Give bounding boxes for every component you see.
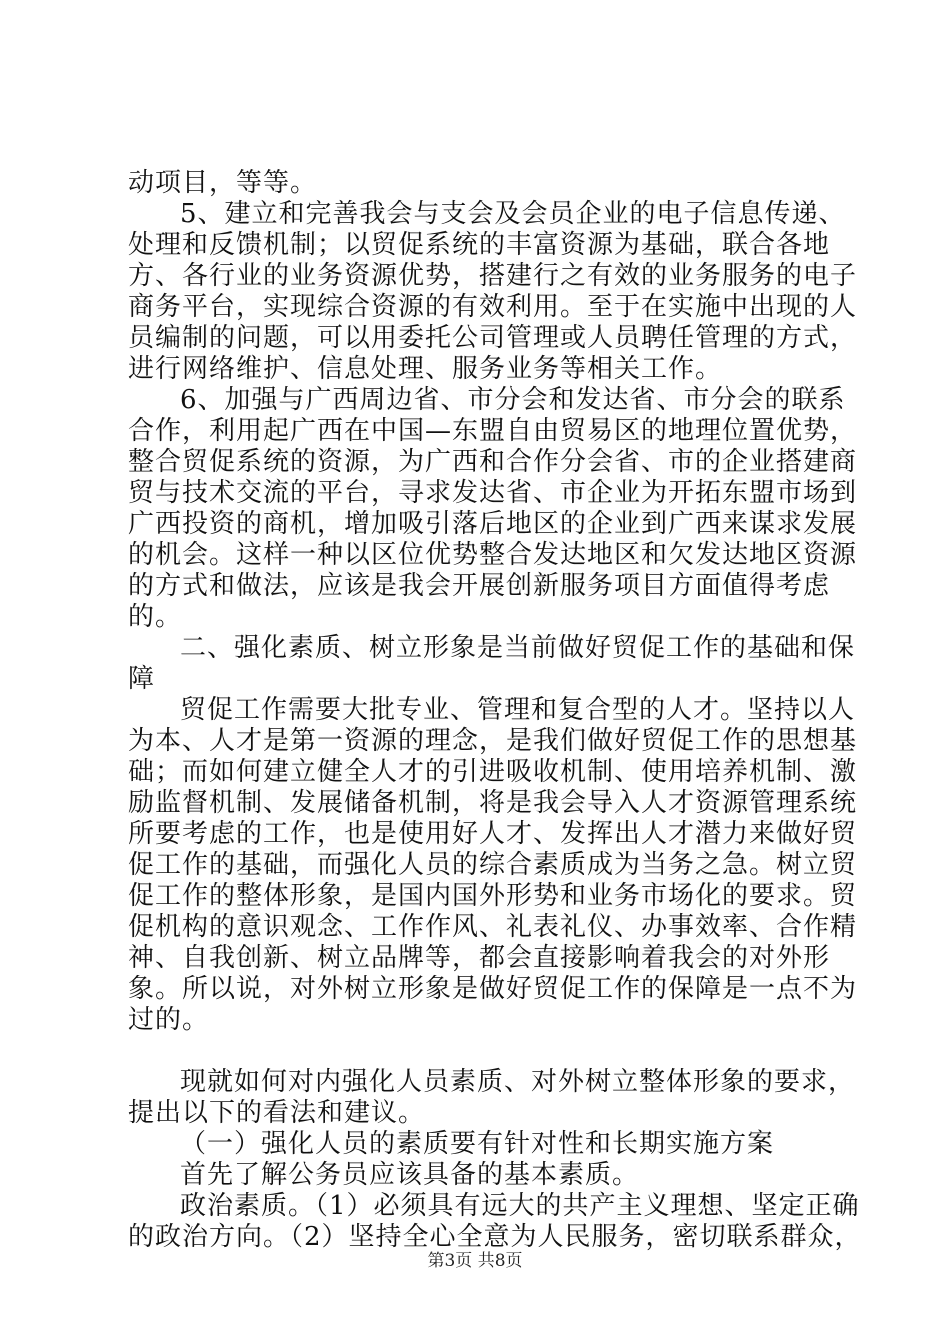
page-number-footer: 第3页 共8页 — [427, 1251, 523, 1271]
paragraph-item-6: 6、加强与广西周边省、市分会和发达省、市分会的联系合作，利用起广西在中国—东盟自由贸易区的地理位置优势，整合贸促系统的资源，为广西和合作分会省、市的企业搭建商贸与技术交流的平台，寻求发达省、市企业为开拓东盟市场到广西投资的商机，增加吸引落后地区的企业到广西来谋求发展的机会。这样一种以区位优势整合发达地区和欠发达地区资源的方式和做法，应该是我会开展创新服务项目方面值得考虑的。 — [128, 385, 858, 632]
document-body — [128, 168, 868, 1253]
subsection-heading-1: （一）强化人员的素质要有针对性和长期实施方案 — [180, 1129, 775, 1159]
paragraph-item-5: 5、建立和完善我会与支会及会员企业的电子信息传递、处理和反馈机制；以贸促系统的丰富资源为基础，联合各地方、各行业的业务资源优势，搭建行之有效的业务服务的电子商务平台，实现综合资源的有效利用。至于在实施中出现的人员编制的问题，可以用委托公司管理或人员聘任管理的方式，进行网络维护、信息处理、服务业务等相关工作。 — [128, 199, 858, 384]
paragraph-suggestions-intro: 现就如何对内强化人员素质、对外树立整体形象的要求，提出以下的看法和建议。 — [128, 1067, 856, 1128]
paragraph-talent: 贸促工作需要大批专业、管理和复合型的人才。坚持以人为本、人才是第一资源的理念，是我们做好贸促工作的思想基础；而如何建立健全人才的引进吸收机制、使用培养机制、激励监督机制、发展储备机制，将是我会导入人才资源管理系统所要考虑的工作，也是使用好人才、发挥出人才潜力来做好贸促工作的基础，而强化人员的综合素质成为当务之急。树立贸促工作的整体形象，是国内国外形势和业务市场化的要求。贸促机构的意识观念、工作作风、礼表礼仪、办事效率、合作精神、自我创新、树立品牌等，都会直接影响着我会的对外形象。所以说，对外树立形象是做好贸促工作的保障是一点不为过的。 — [128, 695, 858, 1035]
paragraph-spacer — [128, 1036, 868, 1067]
section-heading-2: 二、强化素质、树立形象是当前做好贸促工作的基础和保障 — [128, 633, 856, 694]
paragraph-political-quality: 政治素质。（1）必须具有远大的共产主义理想、坚定正确的政治方向。（2）坚持全心全意为人民服务，密切联系群众， — [128, 1191, 862, 1252]
paragraph-basic-qualities: 首先了解公务员应该具备的基本素质。 — [180, 1160, 640, 1190]
paragraph-continuation: 动项目，等等。 — [128, 168, 318, 198]
